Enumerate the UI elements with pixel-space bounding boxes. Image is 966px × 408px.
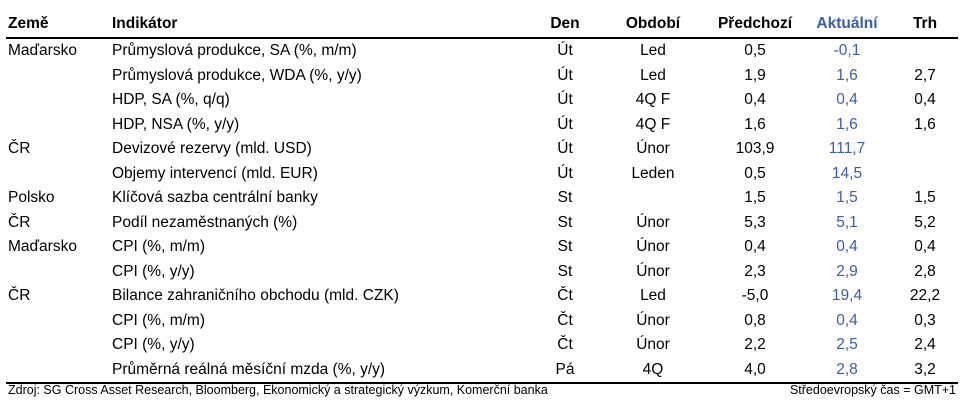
cell-obdobi: [598, 186, 708, 211]
header-den: Den: [532, 12, 598, 38]
cell-predchozi: 5,3: [744, 213, 766, 231]
table-row: [6, 284, 958, 309]
cell-zeme: ČR: [8, 213, 31, 231]
header-indikator: Indikátor: [112, 12, 532, 38]
cell-aktualni: 1,6: [836, 66, 858, 84]
cell-predchozi: 0,8: [744, 311, 766, 329]
cell-zeme: Maďarsko: [8, 238, 77, 255]
cell-obdobi: Leden: [631, 164, 675, 182]
cell-aktualni: 0,4: [836, 311, 858, 329]
cell-trh: 2,8: [914, 262, 936, 280]
cell-den: St: [557, 189, 573, 206]
cell-obdobi: Led: [640, 42, 666, 59]
cell-predchozi: -5,0: [741, 287, 769, 304]
cell-obdobi: Únor: [636, 238, 670, 255]
cell-aktualni: 111,7: [828, 140, 866, 157]
header-aktualni: Aktuální: [802, 12, 892, 38]
cell-den: Čt: [557, 311, 573, 329]
cell-aktualni: 5,1: [836, 213, 858, 231]
cell-trh: 0,3: [914, 311, 936, 329]
cell-zeme: Maďarsko: [8, 42, 77, 59]
cell-indikator: Objemy intervencí (mld. EUR): [112, 164, 318, 182]
cell-predchozi: 103,9: [735, 140, 775, 157]
table-row: [6, 38, 958, 64]
table-row: [6, 235, 958, 260]
timezone-note: Středoevropský čas = GMT+1: [789, 383, 956, 397]
cell-den: St: [557, 213, 573, 231]
cell-predchozi: 2,3: [744, 262, 766, 280]
cell-indikator: Devizové rezervy (mld. USD): [112, 140, 312, 157]
table-row: [6, 309, 958, 334]
source-note: Zdroj: SG Cross Asset Research, Bloomberg, Ekonomický a strategický výzkum, Komerční banka: [8, 383, 548, 397]
cell-indikator: HDP, SA (%, q/q): [112, 91, 230, 108]
table-row: [6, 137, 958, 162]
cell-indikator: HDP, NSA (%, y/y): [112, 115, 240, 133]
cell-obdobi: Únor: [636, 336, 670, 353]
cell-trh: 2,4: [914, 336, 936, 353]
cell-zeme: ČR: [8, 287, 31, 304]
cell-den: St: [557, 262, 573, 280]
header-row: [6, 12, 958, 38]
cell-aktualni: 19,4: [831, 287, 863, 304]
cell-predchozi: 0,4: [744, 238, 766, 255]
cell-predchozi: 2,2: [744, 336, 766, 353]
cell-zeme: [6, 113, 112, 138]
cell-den: Út: [557, 140, 573, 157]
cell-obdobi: Únor: [636, 311, 670, 329]
cell-den: Út: [557, 91, 573, 108]
cell-zeme: [6, 358, 112, 384]
cell-zeme: Polsko: [8, 189, 55, 206]
table-header: [6, 12, 958, 38]
cell-indikator: CPI (%, y/y): [112, 262, 195, 280]
cell-aktualni: 2,8: [802, 358, 892, 384]
cell-obdobi: Únor: [636, 262, 670, 280]
cell-trh: 3,2: [892, 358, 958, 384]
cell-trh: 0,4: [914, 238, 936, 255]
cell-den: Čt: [557, 287, 573, 304]
cell-indikator: CPI (%, y/y): [112, 336, 195, 353]
cell-predchozi: 0,4: [744, 91, 766, 108]
table-row: [6, 211, 958, 236]
cell-trh: 2,7: [914, 66, 936, 84]
header-obdobi: Období: [598, 12, 708, 38]
cell-obdobi: Únor: [636, 213, 670, 231]
cell-aktualni: 14,5: [831, 164, 863, 182]
cell-obdobi: 4Q F: [635, 91, 671, 108]
cell-indikator: Podíl nezaměstnaných (%): [112, 213, 298, 231]
cell-den: Pá: [532, 358, 598, 384]
cell-zeme: ČR: [8, 140, 31, 157]
cell-trh: 1,5: [914, 189, 936, 206]
cell-predchozi: 0,5: [744, 164, 766, 182]
header-predchozi: Předchozí: [708, 12, 802, 38]
cell-aktualni: 0,4: [836, 91, 858, 108]
cell-obdobi: 4Q: [598, 358, 708, 384]
cell-den: Út: [557, 115, 573, 133]
cell-aktualni: 0,4: [836, 238, 858, 255]
cell-indikator: Průmyslová produkce, SA (%, m/m): [112, 42, 357, 59]
cell-indikator: CPI (%, m/m): [112, 238, 205, 255]
cell-obdobi: Led: [640, 287, 666, 304]
table-row: [6, 358, 958, 384]
cell-obdobi: Led: [640, 66, 666, 84]
cell-indikator: CPI (%, m/m): [112, 311, 205, 329]
cell-zeme: [6, 309, 112, 334]
cell-aktualni: -0,1: [833, 42, 861, 59]
cell-zeme: [6, 88, 112, 113]
cell-predchozi: 4,0: [708, 358, 802, 384]
cell-zeme: [6, 333, 112, 358]
cell-trh: 5,2: [914, 213, 936, 231]
table-row: [6, 64, 958, 89]
table-body: [6, 38, 958, 383]
cell-zeme: [6, 162, 112, 187]
table-row: [6, 260, 958, 285]
cell-indikator: Bilance zahraničního obchodu (mld. CZK): [112, 287, 399, 304]
cell-predchozi: 1,5: [744, 189, 766, 206]
cell-den: Út: [557, 164, 573, 182]
cell-aktualni: 1,5: [836, 189, 858, 206]
cell-zeme: [6, 64, 112, 89]
cell-aktualni: 1,6: [836, 115, 858, 133]
table-row: [6, 333, 958, 358]
cell-den: Čt: [557, 336, 573, 353]
cell-predchozi: 1,6: [744, 115, 766, 133]
cell-predchozi: 1,9: [744, 66, 766, 84]
header-trh: Trh: [892, 12, 958, 38]
cell-trh: 22,2: [909, 287, 941, 304]
cell-trh: [892, 137, 958, 162]
table-row: [6, 113, 958, 138]
cell-indikator: Průměrná reálná měsíční mzda (%, y/y): [112, 358, 532, 384]
cell-obdobi: 4Q F: [635, 115, 671, 133]
cell-trh: [892, 162, 958, 187]
cell-den: Út: [557, 66, 573, 84]
cell-aktualni: 2,9: [836, 262, 858, 280]
cell-aktualni: 2,5: [836, 336, 858, 353]
cell-den: St: [557, 238, 573, 255]
table-row: [6, 88, 958, 113]
header-zeme: Země: [6, 12, 112, 38]
cell-trh: 1,6: [914, 115, 936, 133]
cell-obdobi: Únor: [636, 140, 670, 157]
cell-indikator: Klíčová sazba centrální banky: [112, 189, 318, 206]
economic-calendar-table: [6, 12, 958, 384]
cell-zeme: [6, 260, 112, 285]
table-row: [6, 162, 958, 187]
cell-trh: 0,4: [914, 91, 936, 108]
cell-indikator: Průmyslová produkce, WDA (%, y/y): [112, 66, 362, 84]
cell-trh: [892, 38, 958, 64]
cell-den: Út: [557, 42, 573, 59]
table-row: [6, 186, 958, 211]
cell-predchozi: 0,5: [744, 42, 766, 59]
